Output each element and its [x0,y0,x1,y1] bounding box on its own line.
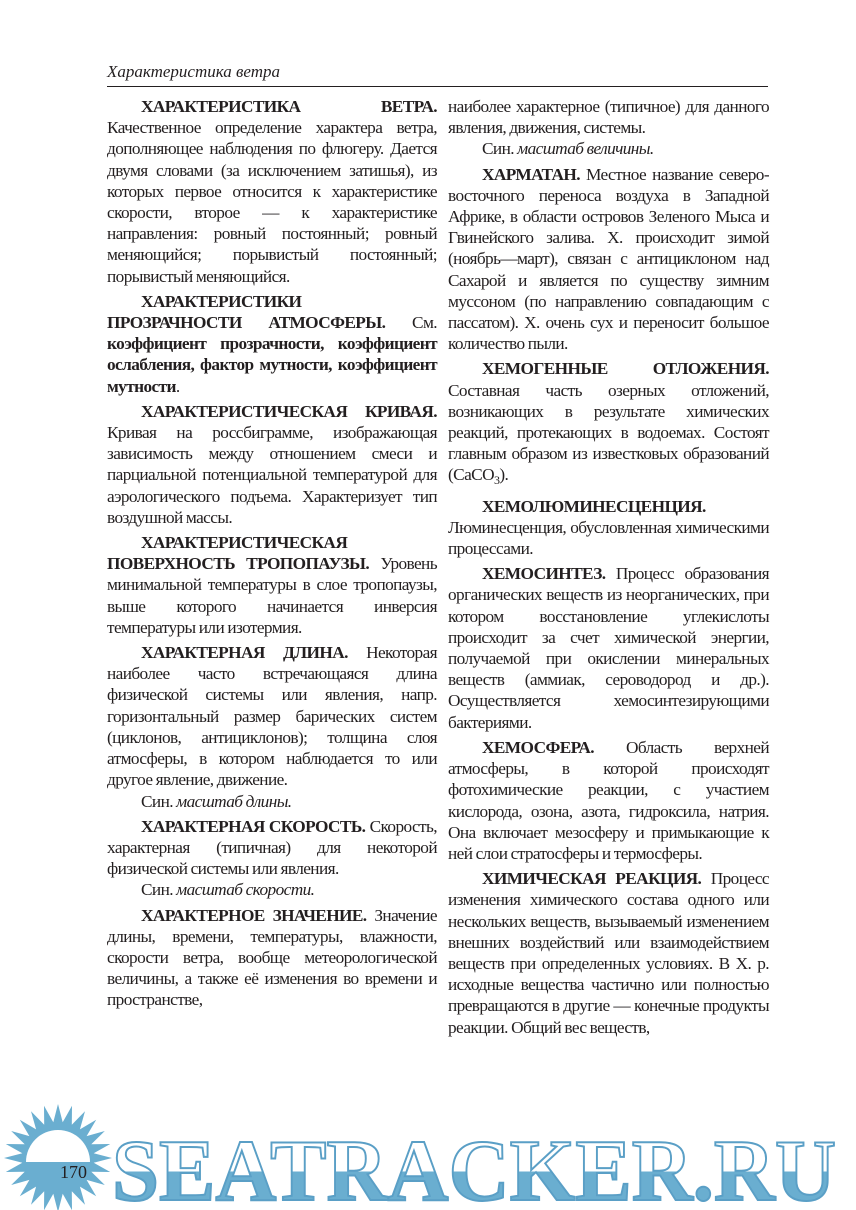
text-run: См. [385,313,437,333]
bold-term: ХЕМОГЕННЫЕ ОТЛОЖЕНИЯ. [482,359,769,379]
bold-term: коэффициент прозрачности, коэффициент ослабления, фактор мутности, коэффициент мутности [107,334,437,396]
text-run: ). [499,465,509,485]
synonym-line [107,879,437,900]
dictionary-entry [448,868,769,1038]
text-run: . [175,376,180,396]
synonym-line [448,138,769,159]
bold-term: ХЕМОСИНТЕЗ. [482,564,606,584]
text-run: Качественное определение характера ветра, дополняющее наблюдения по флюгеру. Дается двумя словами (за исключением затишья), из которых первое относится к характеристике скорости, второе — к характеристике направления: ровный постоянный; ровный меняющийся; порывистый постоянный; порывистый меняющийся. [107,118,437,286]
text-run: Процесс изменения химического состава одного или нескольких веществ, вызываемый изменением внешних воздействий или взаимодействием веществ при определенных условиях. В Х. р. исходные вещества частично или полностью превращаются в другие — конечные продукты реакции. Общий вес веществ, [448,869,769,1037]
entry-text [448,164,769,355]
left-column [107,96,437,1015]
bold-term: ХАРАКТЕРИСТИКА ВЕТРА. [141,97,437,116]
dictionary-entry [107,96,437,287]
entry-text [107,905,437,1011]
running-head: Характеристика ветра [107,62,281,81]
header-rule [107,86,768,87]
entry-text [107,816,437,880]
entry-text [107,96,437,287]
entry-text [448,358,769,491]
text-run: наиболее характерное (типичное) для данного явления, движения, системы. [448,97,769,138]
bold-term: ХАРМАТАН. [482,164,580,184]
dictionary-entry [107,905,437,1011]
text-run: Син. [141,791,177,811]
dictionary-entry [107,816,437,901]
italic-term: масштаб скорости. [176,880,315,900]
seatracker-watermark [0,1100,856,1210]
bold-term: ХАРАКТЕРИСТИЧЕСКАЯ КРИВАЯ. [141,401,437,421]
entry-text [448,496,769,560]
text-run: Составная часть озерных отложений, возникающих в результате химических реакций, протекающих в водоемах. Состоят главным образом из известковых образований (CaCO [448,380,769,485]
text-run: Син. [482,139,518,159]
dictionary-entry [107,642,437,812]
italic-term: масштаб величины. [517,139,654,159]
dictionary-entry [448,96,769,160]
entry-text [448,96,769,138]
dictionary-entry [107,291,437,397]
page-number: 170 [60,1162,87,1182]
bold-term: ХАРАКТЕРНАЯ ДЛИНА. [141,643,348,663]
text-run: Син. [141,880,177,900]
dictionary-entry [448,164,769,355]
entry-text [107,532,437,638]
dictionary-entry [107,532,437,638]
right-column [448,96,769,1042]
entry-text [107,642,437,790]
italic-term: масштаб длины. [176,791,292,811]
dictionary-entry [107,401,437,528]
text-run: Скорость, характерная (типичная) для некоторой физической системы или явления. [107,816,437,879]
text-run: Значение длины, времени, температуры, влажности, скорости ветра, вообще метеорологической величины, а также её изменения во времени и пространстве, [107,905,437,1010]
entry-text [448,563,769,733]
dictionary-entry [448,358,769,491]
text-run: Люминесценция, обусловленная химическими процессами. [448,517,769,559]
bold-term: ХАРАКТЕРИСТИКИ ПРОЗРАЧНОСТИ АТМОСФЕРЫ. [107,291,386,333]
entry-text [448,737,769,864]
text-run: Местное название северо-восточного переноса воздуха в Западной Африке, в области островов Зеленого Мыса и Гвинейского залива. Х. происходит зимой (ноябрь—март), связан с антициклоном над Сахарой и является по существу зимним муссоном (по направлению совпадающим с пассатом). Х. очень сух и переносит большое количество пыли. [448,164,769,354]
text-run: Область верхней атмосферы, в которой происходят фотохимические реакции, с участием кислорода, озона, азота, гидроксила, натрия. Она включает мезосферу и примыкающие к ней слои стратосферы и термосферы. [448,737,769,863]
bold-term: ХИМИЧЕСКАЯ РЕАКЦИЯ. [482,869,702,889]
dictionary-entry [448,496,769,560]
text-run: Кривая на россбиграмме, изображающая зависимость между отношением смеси и парциальной потенциальной температурой для аэрологического подъема. Характеризует тип воздушной массы. [107,423,437,527]
text-run: Процесс образования органических веществ из неорганических, при котором восстановление углекислоты происходит за счет химической энергии, получаемой при окислении минеральных веществ (аммиак, сероводород и др.). Осуществляется хемосинтезирующими бактериями. [448,564,769,732]
entry-text [448,868,769,1038]
text-run: Некоторая наиболее часто встречающаяся длина физической системы или явления, напр. горизонтальный размер барических систем (циклонов, антициклонов); толщина слоя атмосферы, в котором наблюдается то или другое явление, движение. [107,643,437,790]
bold-term: ХЕМОСФЕРА. [482,737,594,757]
bold-term: ХАРАКТЕРНАЯ СКОРОСТЬ. [141,816,366,836]
entry-text [107,291,437,397]
watermark-text: SEATRACKER.RU [112,1123,836,1210]
dictionary-entry [448,737,769,864]
bold-term: ХАРАКТЕРНОЕ ЗНАЧЕНИЕ. [141,905,367,925]
bold-term: ХАРАКТЕРИСТИЧЕСКАЯ ПОВЕРХНОСТЬ ТРОПОПАУЗЫ. [107,533,370,574]
dictionary-entry [448,563,769,733]
subscript: 3 [493,473,500,488]
bold-term: ХЕМОЛЮМИНЕСЦЕНЦИЯ. [482,496,706,516]
text-run: Уровень минимальной температуры в слое тропопаузы, выше которого начинается инверсия температуры или изотермия. [107,554,437,637]
synonym-line [107,791,437,812]
entry-text [107,401,437,528]
sun-logo-icon [4,1104,112,1210]
